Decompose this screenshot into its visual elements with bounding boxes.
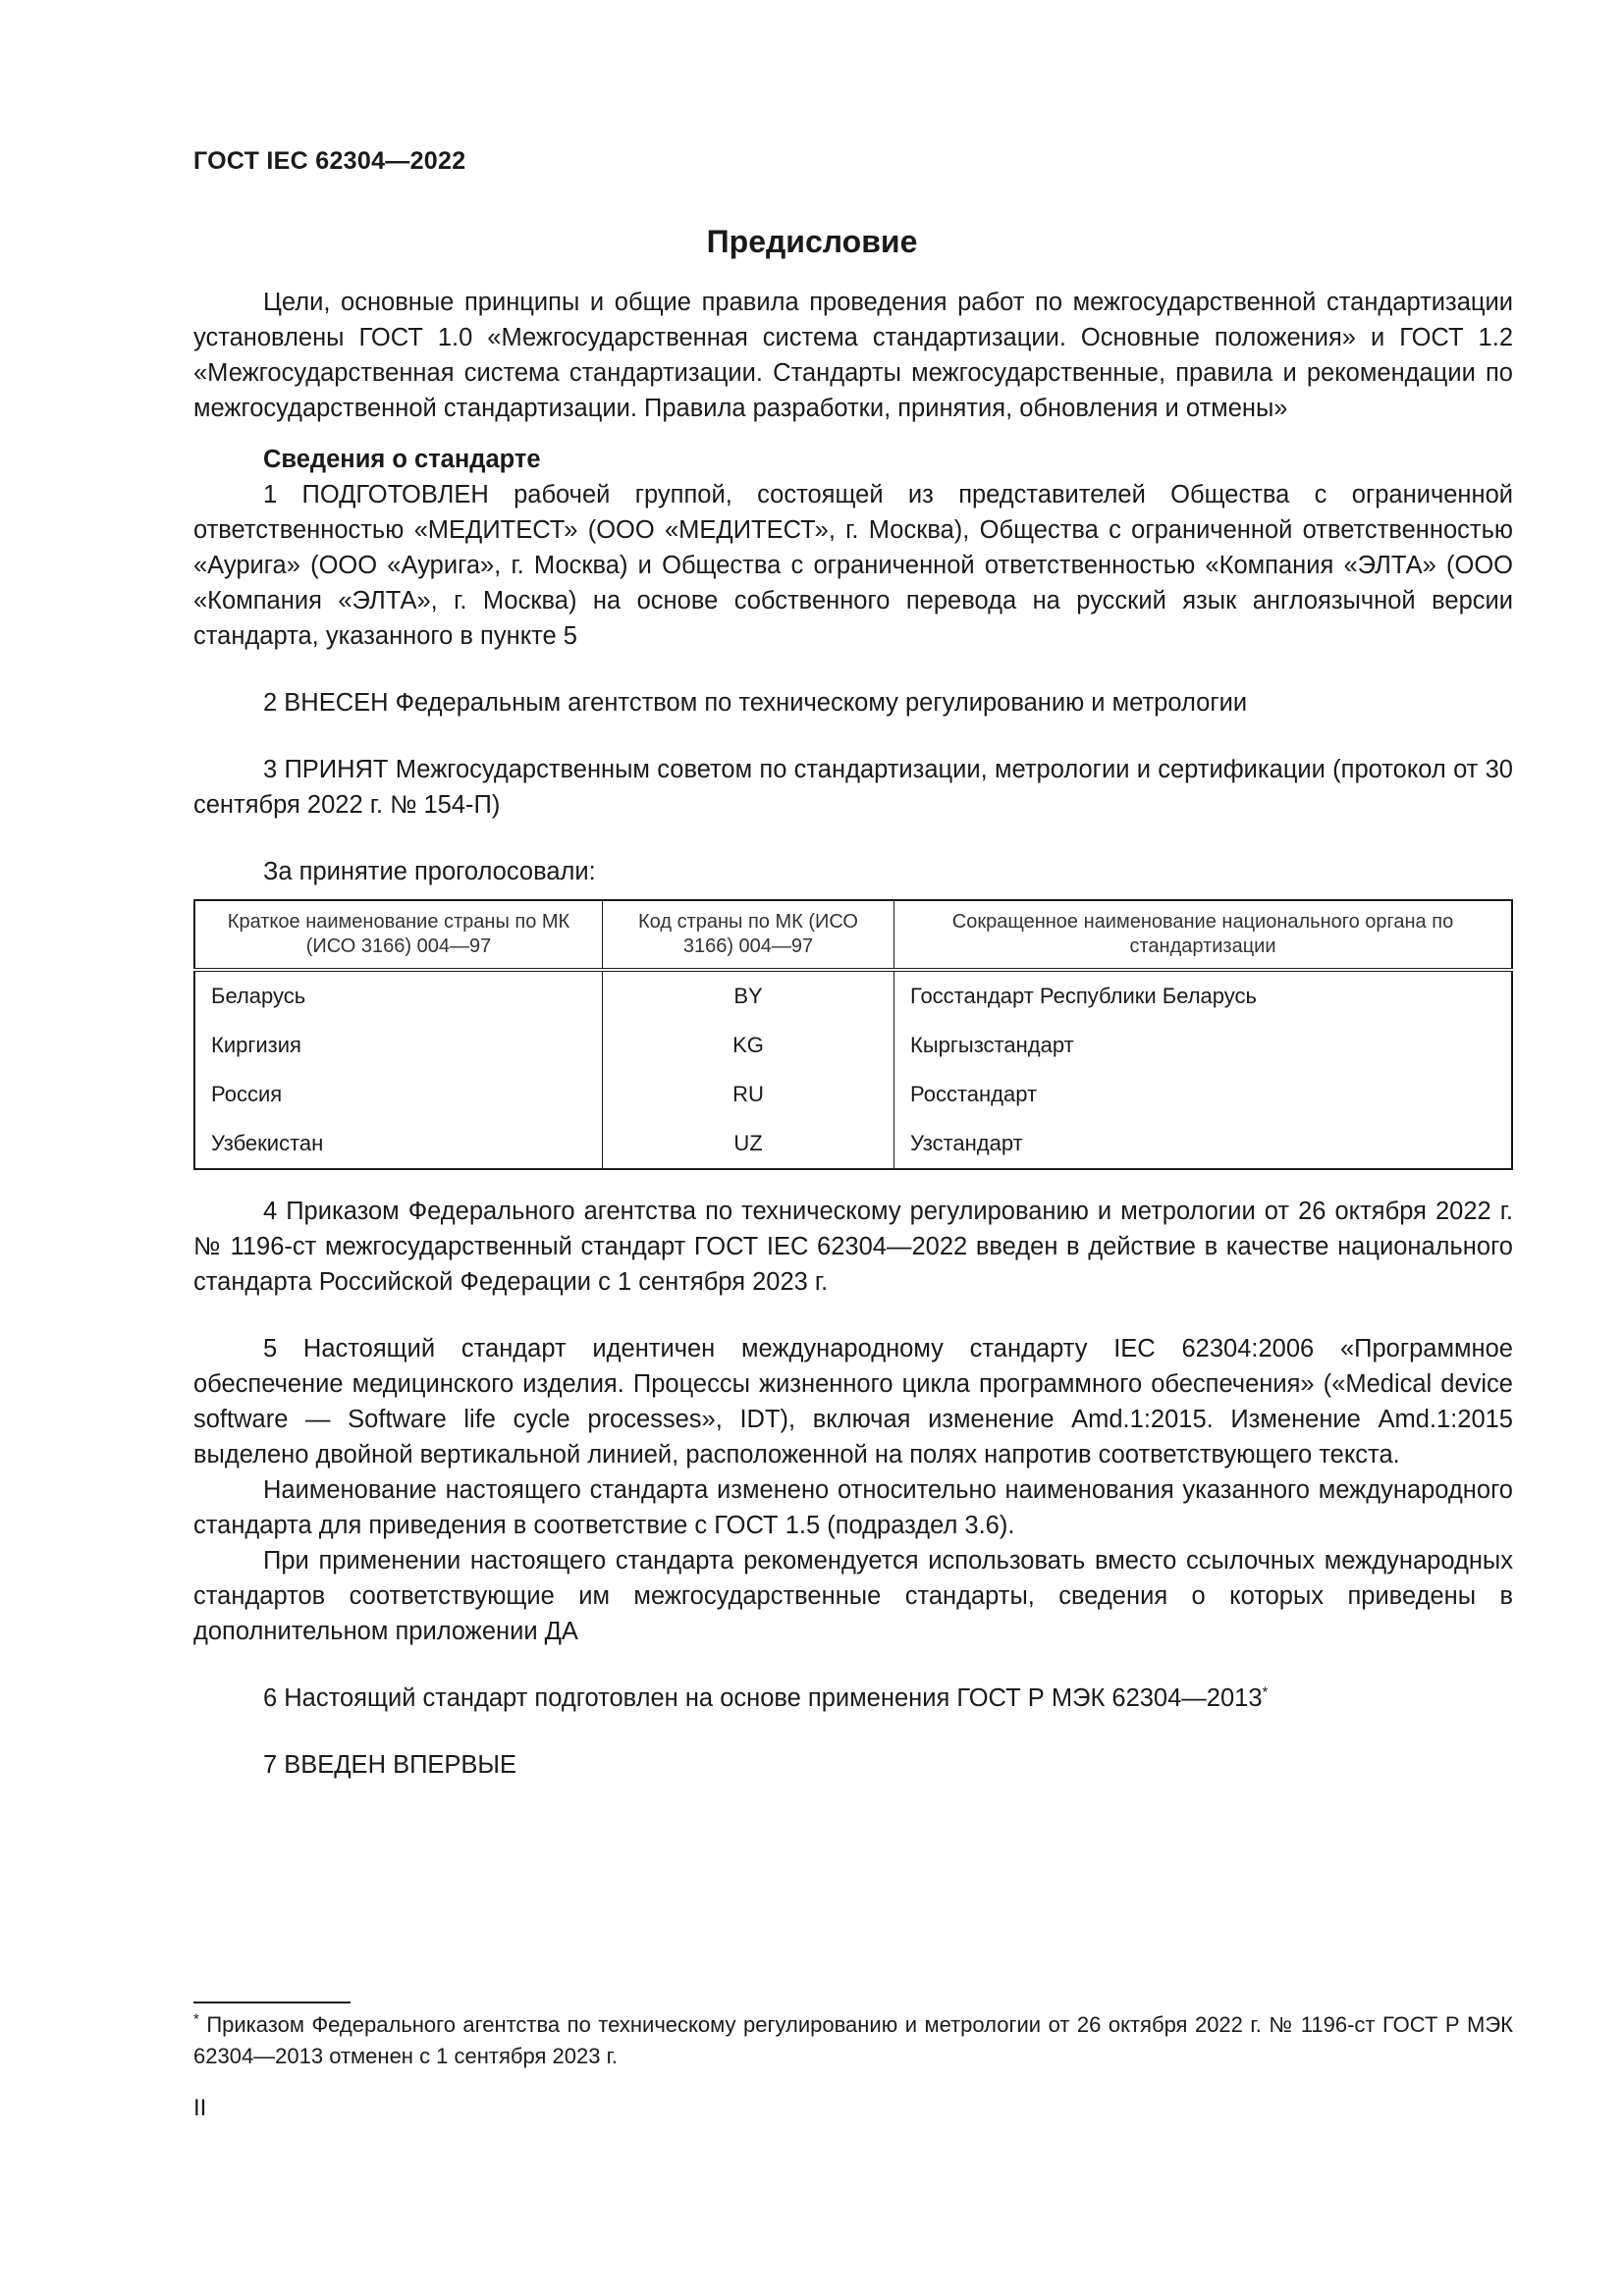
footnote-divider <box>193 2002 351 2003</box>
footnote-text: Приказом Федерального агентства по техническому регулированию и метрологии от 26 октября 2022 г. № 1196-ст ГОСТ Р МЭК 62304—2013 отменен с 1 сентября 2023 г. <box>193 2012 1513 2068</box>
paragraph-5-title-note: Наименование настоящего стандарта изменено относительно наименования указанного международного стандарта для приведения в соответствие с ГОСТ 1.5 (подраздел 3.6). <box>193 1476 1513 1539</box>
column-header-code: Код страны по МК (ИСО 3166) 004—97 <box>603 900 894 970</box>
page-number: II <box>193 2095 207 2121</box>
cell-body: Кыргызстандарт <box>910 1033 1074 1057</box>
paragraph-4: 4 Приказом Федерального агентства по техническому регулированию и метрологии от 26 октября 2022 г. № 1196-ст межгосударственный стандарт ГОСТ IEC 62304—2022 введен в действие в качестве национального стандарта Российской Федерации с 1 сентября 2023 г. <box>193 1198 1513 1296</box>
column-header-body: Сокращенное наименование национального органа по стандартизации <box>894 900 1513 970</box>
cell-code: KG <box>603 1021 894 1070</box>
cell-body: Госстандарт Республики Беларусь <box>910 984 1257 1008</box>
paragraph-1: 1 ПОДГОТОВЛЕН рабочей группой, состоящей из представителей Общества с ограниченной ответственностью «МЕДИТЕСТ» (ООО «МЕДИТЕСТ», г. Москва), Общества с ограниченной ответственностью «Аурига» (ООО «Аурига», г. Москва) и Общества с ограниченной ответственностью «Компания «ЭЛТА» (ООО «Компания «ЭЛТА», г. Москва) на основе собственного перевода на русский язык англоязычной версии стандарта, указанного в пункте 5 <box>193 481 1513 650</box>
footnote-reference[interactable]: * <box>1262 1683 1269 1701</box>
cell-code: RU <box>603 1070 894 1119</box>
paragraph-6 <box>193 1681 1513 1716</box>
document-body <box>193 285 1513 1783</box>
cell-country: Беларусь <box>194 970 603 1021</box>
paragraph-7: 7 ВВЕДЕН ВПЕРВЫЕ <box>263 1751 517 1779</box>
footnote <box>193 2009 1513 2072</box>
paragraph-5-reference-note: При применении настоящего стандарта рекомендуется использовать вместо ссылочных международных стандартов соответствующие им межгосударственные стандарты, сведения о которых приведены в дополнительном приложении ДА <box>193 1547 1513 1645</box>
table-row <box>194 1021 1512 1070</box>
page-title: Предисловие <box>706 224 918 259</box>
table-header-row <box>194 900 1512 970</box>
cell-country: Киргизия <box>194 1021 603 1070</box>
cell-code: BY <box>603 970 894 1021</box>
document-header: ГОСТ IEC 62304—2022 <box>193 147 466 175</box>
voting-table <box>193 899 1513 1170</box>
cell-code: UZ <box>603 1119 894 1169</box>
table-row <box>194 1119 1512 1169</box>
paragraph-2: 2 ВНЕСЕН Федеральным агентством по техническому регулированию и метрологии <box>263 689 1248 717</box>
table-row <box>194 1070 1512 1119</box>
paragraph-6-text: 6 Настоящий стандарт подготовлен на основе применения ГОСТ Р МЭК 62304—2013 <box>263 1684 1263 1712</box>
footnote-mark: * <box>193 2010 199 2028</box>
table-row <box>194 970 1512 1021</box>
column-header-country: Краткое наименование страны по МК (ИСО 3166) 004—97 <box>194 900 603 970</box>
cell-body: Росстандарт <box>910 1082 1038 1106</box>
cell-country: Узбекистан <box>194 1119 603 1169</box>
voted-label: За принятие проголосовали: <box>263 858 596 885</box>
intro-paragraph: Цели, основные принципы и общие правила проведения работ по межгосударственной стандартизации установлены ГОСТ 1.0 «Межгосударственная система стандартизации. Основные положения» и ГОСТ 1.2 «Межгосударственная система стандартизации. Стандарты межгосударственные, правила и рекомендации по межгосударственной стандартизации. Правила разработки, принятия, обновления и отмены» <box>193 289 1513 422</box>
paragraph-3: 3 ПРИНЯТ Межгосударственным советом по стандартизации, метрологии и сертификации (протокол от 30 сентября 2022 г. № 154-П) <box>193 756 1513 819</box>
cell-body: Узстандарт <box>910 1131 1023 1155</box>
cell-country: Россия <box>194 1070 603 1119</box>
paragraph-5: 5 Настоящий стандарт идентичен международному стандарту IEC 62304:2006 «Программное обеспечение медицинского изделия. Процессы жизненного цикла программного обеспечения» («Medical device software — Software life cycle processes», IDT), включая изменение Amd.1:2015. Изменение Amd.1:2015 выделено двойной вертикальной линией, расположенной на полях напротив соответствующего текста. <box>193 1335 1513 1468</box>
section-subheading: Сведения о стандарте <box>263 446 541 473</box>
